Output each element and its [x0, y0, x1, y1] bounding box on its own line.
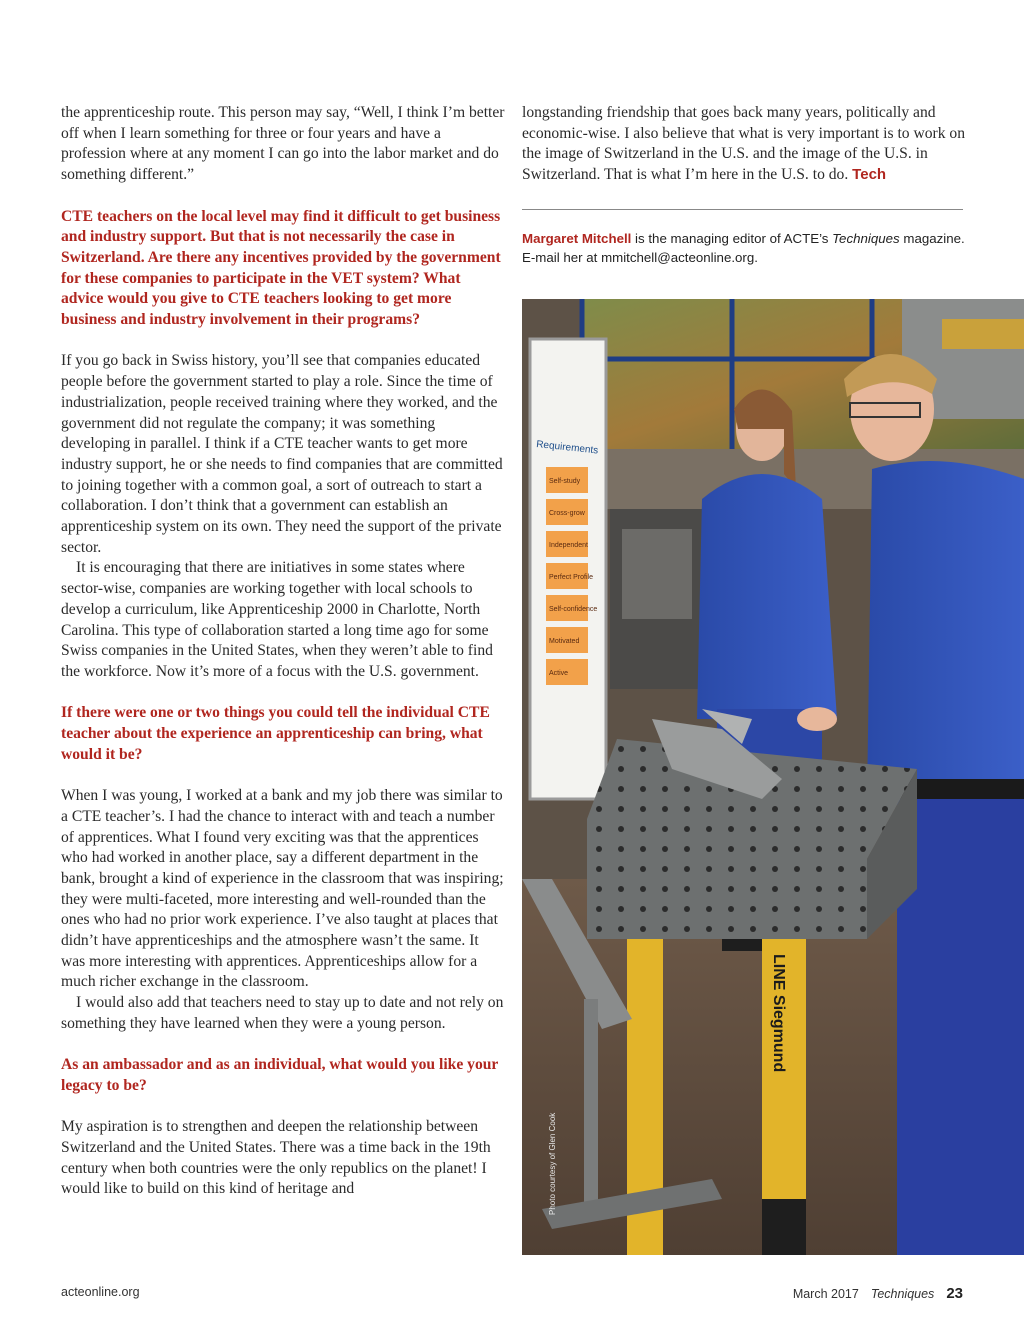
photo-illustration: [522, 299, 1024, 1255]
whiteboard-note: Active: [549, 670, 569, 677]
interview-question: CTE teachers on the local level may find it difficult to get business and industry support. But that is not necessarily the case in Switzerland. Are there any incentives provided by the government for these companies to participate in the VET system? What advice would you give to CTE teachers looking to get more business and industry involvement in their programs?: [61, 207, 501, 329]
whiteboard-note: Self-confidence: [549, 606, 598, 613]
whiteboard-note: Independent: [549, 542, 588, 549]
interview-question: If there were one or two things you could tell the individual CTE teacher about the experience an apprenticeship can bring, what would it be?: [61, 704, 490, 763]
author-name: Margaret Mitchell: [522, 231, 632, 246]
paragraph: When I was young, I worked at a bank and my job there was similar to a CTE teacher’s. I had the chance to interact with and teach a number of apprentices. What I found very exciting was that the apprentices who had worked in another place, say a different department in the bank, brought a kind of experience in the classroom that was inspiring; they were multi-faceted, more interesting and well-rounded than the ones who had no prior work experience. I’ve also taught at places that didn’t have apprenticeships and the atmosphere wasn’t the same. It was more interesting with apprentices. Apprenticeships allow for a much richer exchange in the classroom.: [61, 787, 504, 991]
divider: [522, 209, 963, 210]
workshop-photo: [522, 299, 1024, 1255]
footer-info: [793, 1285, 963, 1302]
interview-question: As an ambassador and as an individual, what would you like your legacy to be?: [61, 1056, 499, 1094]
paragraph: the apprenticeship route. This person may say, “Well, I think I’m better off when I learn something for three or four years and have a profession where at any moment I can go into the labor market and do something different.”: [61, 104, 505, 184]
paragraph: It is encouraging that there are initiatives in some states where sector-wise, companies are working together with local schools to develop a curriculum, like Apprenticeship 2000 in Charlotte, North Carolina. This type of collaboration started a long time ago for some Swiss companies in the United States, when they weren’t able to find the workforce. Now it’s more of a focus with the U.S. government.: [61, 559, 493, 680]
left-column: [61, 103, 505, 1200]
paragraph: [522, 103, 966, 186]
footer-site: acteonline.org: [61, 1285, 140, 1299]
right-column: [522, 103, 966, 186]
paragraph-text: longstanding friendship that goes back many years, politically and economic-wise. I also believe that what is very important is to work on the image of Switzerland in the U.S. and the image of the U.S. in Switzerland. That is what I’m here in the U.S. to do.: [522, 104, 966, 184]
footer-magazine: Techniques: [870, 1287, 935, 1301]
paragraph: I would also add that teachers need to stay up to date and not rely on something they have learned when they were a young person.: [61, 994, 504, 1032]
whiteboard-note: Self-study: [549, 478, 581, 485]
whiteboard-note: Perfect Profile: [549, 574, 593, 581]
magazine-name: Techniques: [832, 231, 900, 246]
bio-text: magazine. E-mail her at mmitchell@acteonline.org.: [522, 231, 965, 265]
paragraph: My aspiration is to strengthen and deepen the relationship between Switzerland and the United States. There was a time back in the 19th century when both countries were the only republics on the planet! I would like to build on this kind of heritage and: [61, 1118, 491, 1198]
paragraph: If you go back in Swiss history, you’ll see that companies educated people before the government started to play a role. Since the time of industrialization, people received training where they worked, and the government did not regulate the company; it was something developing in parallel. I think if a CTE teacher wants to get more industry support, he or she needs to find companies that are committed to joining together with a common goal, a sort of outreach to start a collaboration. I don’t think that a government can establish an apprenticeship system on its own. They need the support of the private sector.: [61, 352, 503, 556]
end-mark: Tech: [852, 166, 887, 184]
author-bio: [522, 230, 967, 267]
whiteboard-note: Cross-grow: [549, 510, 585, 517]
footer-date: March 2017: [792, 1287, 859, 1301]
bio-text: is the managing editor of ACTE’s: [631, 231, 833, 246]
whiteboard-note: Motivated: [549, 638, 580, 645]
table-leg-label: LINE Siegmund: [770, 954, 787, 1073]
photo-credit: Photo courtesy of Glen Cook: [548, 1112, 557, 1215]
page-number: 23: [946, 1285, 963, 1302]
whiteboard-heading: Requirements: [535, 439, 599, 457]
